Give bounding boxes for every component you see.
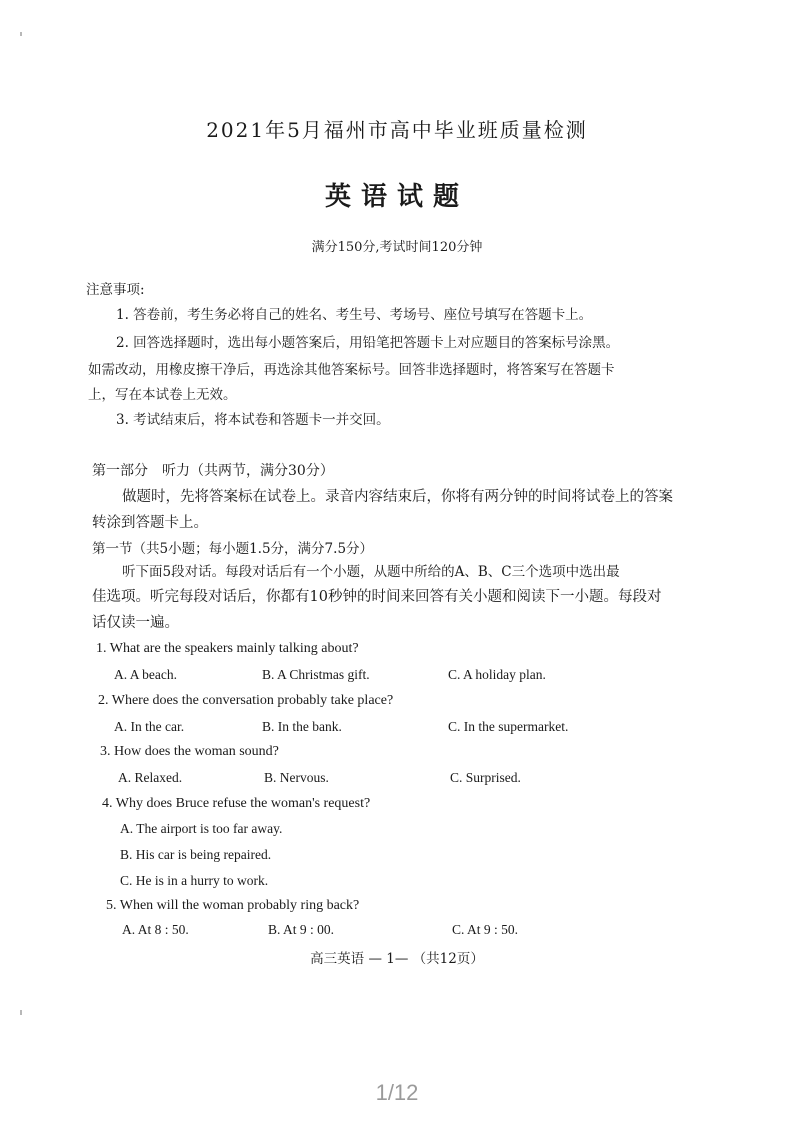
question-option: B. In the bank. xyxy=(262,719,342,734)
question-option: A. At 8 : 50. xyxy=(122,922,189,937)
section-one-instruction: 听下面5段对话。每段对话后有一个小题，从题中所给的A、B、C三个选项中选出最 xyxy=(122,564,620,580)
question-option: A. A beach. xyxy=(114,667,177,682)
notice-line: 1. 答卷前，考生务必将自己的姓名、考生号、考场号、座位号填写在答题卡上。 xyxy=(116,307,593,323)
question-stem: 5. When will the woman probably ring back? xyxy=(106,898,360,913)
section-one-instruction: 佳选项。听完每段对话后，你都有10秒钟的时间来回答有关小题和阅读下一小题。每段对 xyxy=(92,589,662,605)
question-option: A. In the car. xyxy=(114,719,185,734)
question-option: B. Nervous. xyxy=(264,770,329,785)
part-one-instruction: 做题时，先将答案标在试卷上。录音内容结束后，你将有两分钟的时间将试卷上的答案 xyxy=(122,489,673,505)
page-footer: 高三英语 — 1— （共12页） xyxy=(310,951,484,967)
question-option: B. His car is being repaired. xyxy=(120,847,272,862)
question-option: A. Relaxed. xyxy=(118,770,183,785)
question-option: C. He is in a hurry to work. xyxy=(120,873,269,888)
question-option: C. In the supermarket. xyxy=(448,719,569,734)
exam-meta: 满分150分,考试时间120分钟 xyxy=(311,240,483,255)
part-one-instruction: 转涂到答题卡上。 xyxy=(92,515,208,531)
page-indicator: 1/12 xyxy=(375,1080,419,1105)
part-one-heading: 第一部分 听力（共两节，满分30分） xyxy=(92,463,334,479)
exam-title: 2021年5月福州市高中毕业班质量检测 xyxy=(206,118,588,142)
question-stem: 3. How does the woman sound? xyxy=(100,744,279,759)
notice-line: 如需改动，用橡皮擦干净后，再选涂其他答案标号。回答非选择题时，将答案写在答题卡 xyxy=(88,362,615,378)
question-option: C. A holiday plan. xyxy=(448,667,546,682)
question-stem: 2. Where does the conversation probably take place? xyxy=(98,693,394,708)
notice-line: 上，写在本试卷上无效。 xyxy=(88,387,237,403)
subject-title: 英语试题 xyxy=(324,182,469,212)
question-stem: 1. What are the speakers mainly talking about? xyxy=(96,641,359,656)
question-option: B. A Christmas gift. xyxy=(262,667,370,682)
scan-speck xyxy=(20,1010,22,1015)
question-option: B. At 9 : 00. xyxy=(268,922,335,937)
question-option: C. At 9 : 50. xyxy=(452,922,519,937)
question-option: A. The airport is too far away. xyxy=(120,821,283,836)
question-option: C. Surprised. xyxy=(450,770,521,785)
notice-heading: 注意事项: xyxy=(86,282,145,298)
section-one-heading: 第一节（共5小题；每小题1.5分，满分7.5分） xyxy=(92,541,374,557)
notice-line: 3. 考试结束后，将本试卷和答题卡一并交回。 xyxy=(116,412,390,428)
notice-line: 2. 回答选择题时，选出每小题答案后，用铅笔把答题卡上对应题目的答案标号涂黑。 xyxy=(116,335,620,351)
scan-speck xyxy=(20,32,22,36)
question-stem: 4. Why does Bruce refuse the woman's request? xyxy=(102,796,371,811)
section-one-instruction: 话仅读一遍。 xyxy=(92,615,179,631)
